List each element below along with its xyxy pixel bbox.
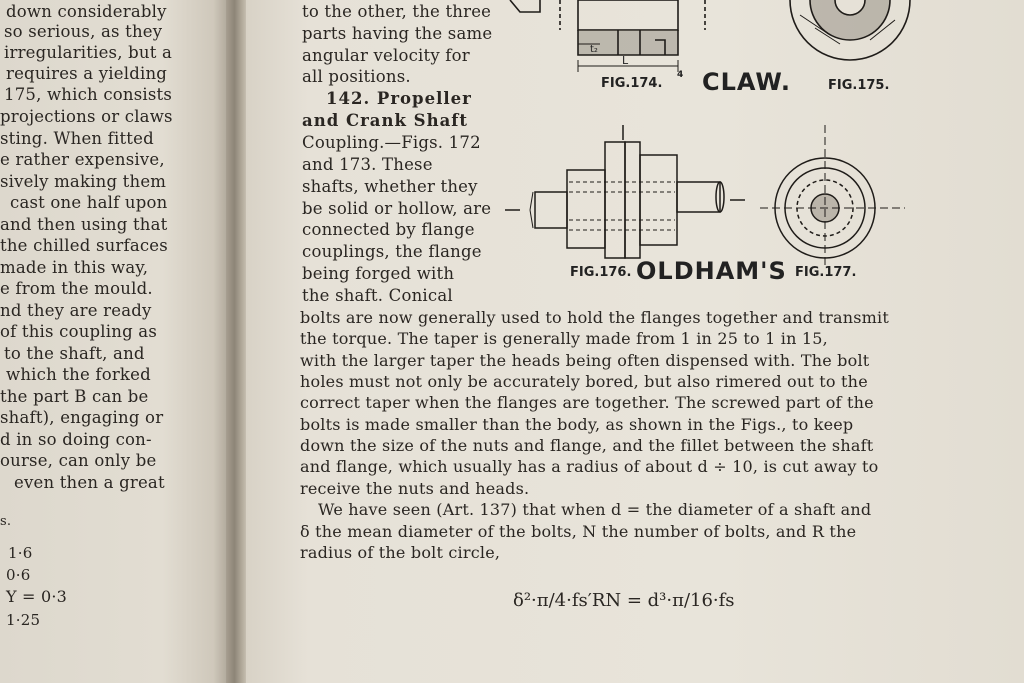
text-line: projections or claws xyxy=(0,107,173,126)
text-line: d in so doing con- xyxy=(0,430,152,449)
text-line: sting. When fitted xyxy=(0,129,154,148)
text-line: with the larger taper the heads being often dispensed with. The bolt xyxy=(300,351,870,370)
text-line: bolts are now generally used to hold the flanges together and transmit xyxy=(300,308,889,327)
value-line: Y = 0·3 xyxy=(6,587,67,606)
claw-title: CLAW. xyxy=(702,68,792,96)
fig-175-label: FIG.175. xyxy=(828,78,890,93)
text-line: all positions. xyxy=(302,67,411,86)
text-line: e from the mould. xyxy=(0,279,153,298)
text-line: and 173. These xyxy=(302,155,433,174)
fig-174-label: FIG.174. xyxy=(601,76,663,91)
text-line: to the shaft, and xyxy=(4,344,145,363)
text-line: angular velocity for xyxy=(302,46,470,65)
text-line: the part B can be xyxy=(0,387,149,406)
text-line: e rather expensive, xyxy=(0,150,165,169)
text-line: being forged with xyxy=(302,264,455,283)
value-line: 0·6 xyxy=(6,566,31,584)
text-line: be solid or hollow, are xyxy=(302,199,492,218)
text-line: irregularities, but a xyxy=(4,43,173,62)
text-line: bolts is made smaller than the body, as shown in the Figs., to keep xyxy=(300,415,854,434)
text-line: down considerably xyxy=(6,2,167,21)
text-line: and then using that xyxy=(0,215,168,234)
section-heading: and Crank Shaft xyxy=(302,111,468,130)
text-line: shaft), engaging or xyxy=(0,408,164,427)
text-line: radius of the bolt circle, xyxy=(300,543,501,562)
fig-174-mark: 4 xyxy=(677,70,684,80)
text-line: holes must not only be accurately bored, but also rimered out to the xyxy=(300,372,868,391)
text-line: parts having the same xyxy=(302,24,493,43)
text-line: the torque. The taper is generally made from 1 in 25 to 1 in 15, xyxy=(300,329,828,348)
text-line: requires a yielding xyxy=(6,64,168,83)
dimension-l: L xyxy=(622,54,629,67)
value-line: 1·25 xyxy=(6,611,41,629)
text-line: nd they are ready xyxy=(0,301,152,320)
text-line: s. xyxy=(0,514,12,529)
text-line: so serious, as they xyxy=(4,22,163,41)
text-line: ourse, can only be xyxy=(0,451,157,470)
text-line: cast one half upon xyxy=(10,193,168,212)
fig-177-label: FIG.177. xyxy=(795,265,857,280)
dimension-t: t₂ xyxy=(590,44,598,55)
text-line: of this coupling as xyxy=(0,322,157,341)
text-line: the shaft. Conical xyxy=(302,286,453,305)
coupling-formula: δ²·π/4·fs′RN = d³·π/16·fs xyxy=(513,590,735,611)
text-line: down the size of the nuts and flange, and the fillet between the shaft xyxy=(300,436,874,455)
text-line: δ the mean diameter of the bolts, N the number of bolts, and R the xyxy=(300,522,857,541)
text-line: even then a great xyxy=(14,473,165,492)
oldham-coupling-drawing xyxy=(505,120,915,265)
text-line: which the forked xyxy=(6,365,151,384)
text-line: and flange, which usually has a radius of about d ÷ 10, is cut away to xyxy=(300,457,879,476)
text-line: receive the nuts and heads. xyxy=(300,479,530,498)
oldhams-title: OLDHAM'S xyxy=(636,257,787,285)
text-line: connected by flange xyxy=(302,220,475,239)
text-line: Coupling.—Figs. 172 xyxy=(302,133,481,152)
text-line: 175, which consists xyxy=(4,85,173,104)
text-line: to the other, the three xyxy=(302,2,492,21)
text-line: We have seen (Art. 137) that when d = the diameter of a shaft and xyxy=(318,500,872,519)
text-line: couplings, the flange xyxy=(302,242,482,261)
section-heading: 142. Propeller xyxy=(326,89,472,108)
value-line: 1·6 xyxy=(8,544,33,562)
text-line: correct taper when the flanges are together. The screwed part of the xyxy=(300,393,874,412)
text-line: sively making them xyxy=(0,172,167,191)
fig-176-label: FIG.176. xyxy=(570,265,632,280)
text-line: the chilled surfaces xyxy=(0,236,168,255)
text-line: shafts, whether they xyxy=(302,177,478,196)
text-line: made in this way, xyxy=(0,258,149,277)
